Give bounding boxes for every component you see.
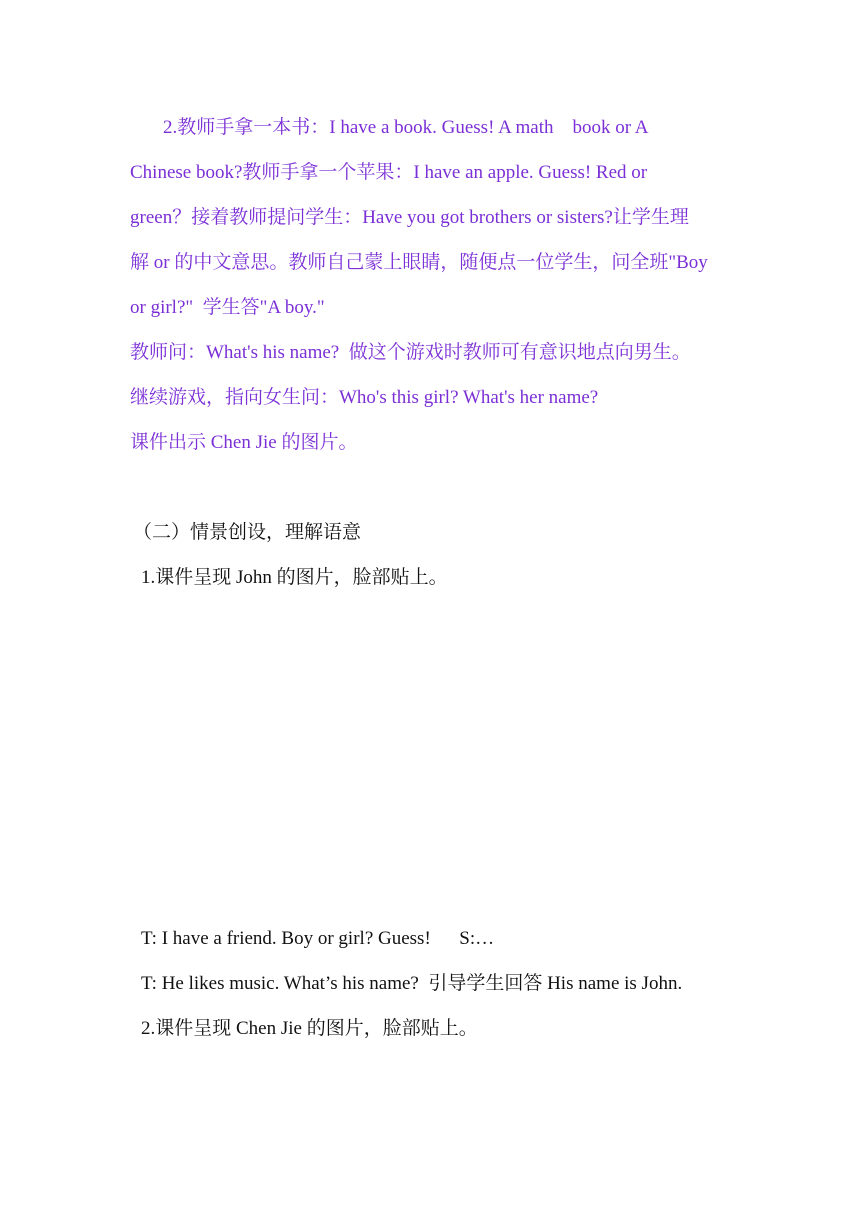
dialogue-line: T: He likes music. What’s his name? 引导学生回答 His name is John. xyxy=(141,973,683,994)
dialogue-line: T: I have a friend. Boy or girl? Guess! S:… xyxy=(141,928,495,949)
paragraph-line: 解 or 的中文意思。教师自己蒙上眼睛，随便点一位学生，问全班"Boy xyxy=(130,252,708,273)
paragraph-line: 课件出示 Chen Jie 的图片。 xyxy=(130,432,358,453)
section-heading: （二）情景创设，理解语意 xyxy=(133,522,362,543)
paragraph-line: 继续游戏，指向女生问：Who's this girl? What's her name? xyxy=(130,387,599,408)
step-text: 2.课件呈现 Chen Jie 的图片，脸部贴上。 xyxy=(141,1018,478,1039)
paragraph-line: 教师问：What's his name? 做这个游戏时教师可有意识地点向男生。 xyxy=(130,342,691,363)
paragraph-line: Chinese book?教师手拿一个苹果：I have an apple. Guess! Red or xyxy=(130,162,648,183)
paragraph-line: 2.教师手拿一本书：I have a book. Guess! A math book or A xyxy=(163,117,649,138)
step-text: 1.课件呈现 John 的图片，脸部贴上。 xyxy=(141,567,448,588)
paragraph-line: green？接着教师提问学生：Have you got brothers or sisters?让学生理 xyxy=(130,207,689,228)
paragraph-line: or girl?" 学生答"A boy." xyxy=(130,297,325,318)
